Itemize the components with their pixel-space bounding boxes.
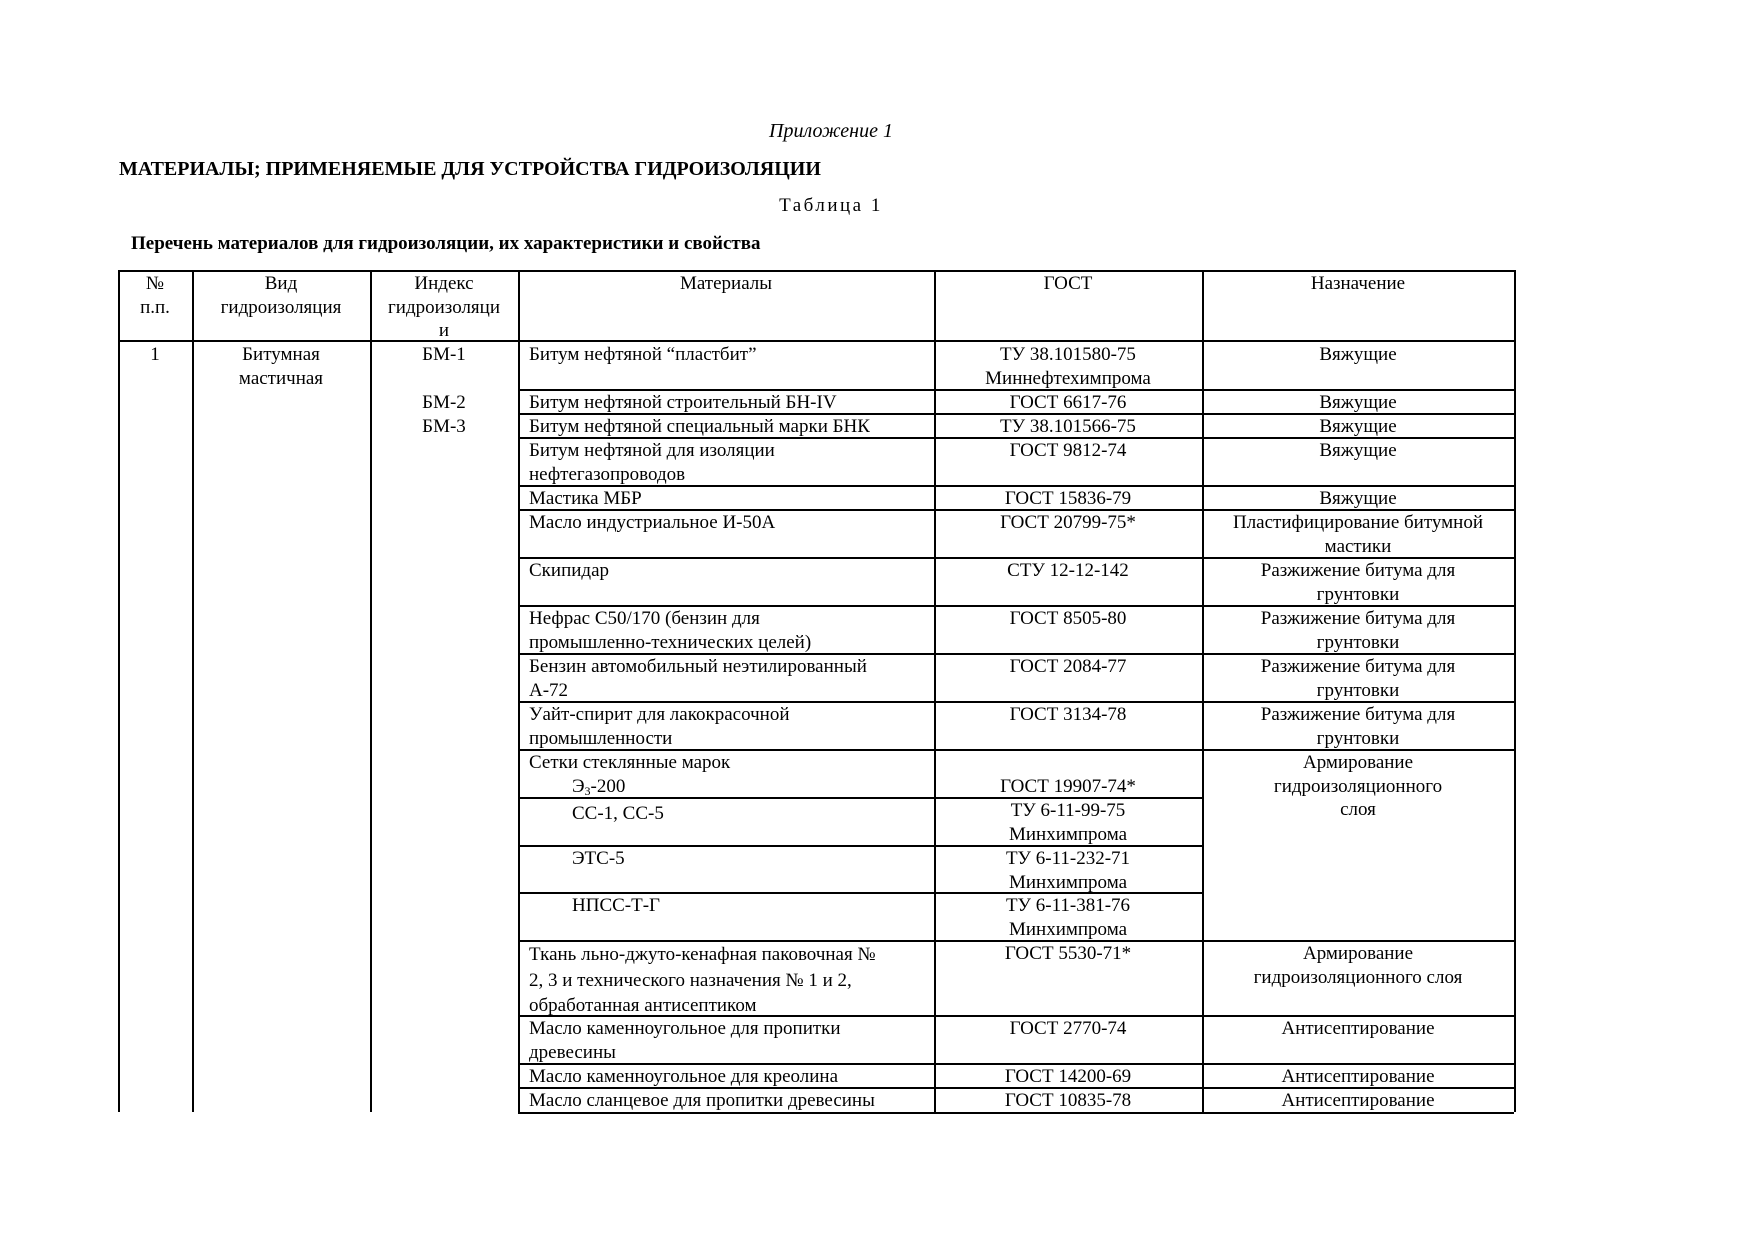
table-row-3-purpose: Вяжущие (1319, 416, 1397, 437)
header-materials: Материалы (679, 273, 773, 294)
group-index-3: БМ-3 (422, 416, 466, 437)
table-row-1-gost: ТУ 38.101580-75 Миннефтехимпрома (985, 344, 1151, 389)
table-row-8-gost: ГОСТ 8505-80 (1009, 608, 1127, 629)
mesh-item-3-gost: ТУ 6-11-381-76 Минхимпрома (1005, 895, 1131, 940)
table-rule-vertical (1514, 270, 1516, 1112)
table-row-2-purpose: Вяжущие (1319, 392, 1397, 413)
table-row-8-material: Нефрас С50/170 (бензин для промышленно-технических целей) (529, 608, 812, 653)
table-number: Таблица 1 (779, 195, 883, 216)
table-row-7-purpose: Разжижение битума для грунтовки (1260, 560, 1456, 605)
table-row-10-gost: ГОСТ 3134-78 (1009, 704, 1127, 725)
table-row-10-material: Уайт-спирит для лакокрасочной промышленности (529, 704, 790, 749)
table-row-7-gost: СТУ 12-12-142 (1007, 560, 1129, 581)
table-row-1-material: Битум нефтяной “пластбит” (529, 344, 757, 365)
table-row-13-gost: ГОСТ 14200-69 (1004, 1066, 1132, 1087)
mesh-item-2-name: ЭТС-5 (572, 848, 625, 869)
main-title: МАТЕРИАЛЫ; ПРИМЕНЯЕМЫЕ ДЛЯ УСТРОЙСТВА ГИДРОИЗОЛЯЦИИ (119, 158, 821, 180)
group-type: Битумная мастичная (238, 344, 324, 389)
group-num: 1 (150, 344, 160, 365)
appendix-label: Приложение 1 (769, 120, 893, 142)
table-row-13-purpose: Антисептирование (1281, 1066, 1435, 1087)
mesh-item-3-name: НПСС-Т-Г (572, 895, 661, 916)
table-row-5-gost: ГОСТ 15836-79 (1004, 488, 1132, 509)
table-row-4-material: Битум нефтяной для изоляции нефтегазопроводов (529, 440, 775, 485)
table-row-12-material: Масло каменноугольное для пропитки древесины (529, 1018, 841, 1063)
header-index: Индекс гидроизоляци и (388, 273, 500, 341)
table-row-14-purpose: Антисептирование (1281, 1090, 1435, 1111)
header-type: Вид гидроизоляция (220, 273, 342, 318)
table-caption: Перечень материалов для гидроизоляции, их характеристики и свойства (131, 233, 761, 254)
table-row-14-gost: ГОСТ 10835-78 (1004, 1090, 1132, 1111)
table-row-3-gost: ТУ 38.101566-75 (1000, 416, 1136, 437)
mesh-item-1-name: СС-1, СС-5 (572, 803, 664, 824)
table-row-10-purpose: Разжижение битума для грунтовки (1260, 704, 1456, 749)
mesh-e3-name: $Э_3-200$ (572, 776, 626, 798)
table-row-2-gost: ГОСТ 6617-76 (1009, 392, 1127, 413)
table-row-8-purpose: Разжижение битума для грунтовки (1260, 608, 1456, 653)
table-row-2-material: Битум нефтяной строительный БН-IV (529, 392, 837, 413)
mesh-item-2-gost: ТУ 6-11-232-71 Минхимпрома (1005, 848, 1131, 893)
table-row-11-material: Ткань льно-джуто-кенафная паковочная № 2, 3 и технического назначения № 1 и 2, обработанная антисептиком (529, 944, 876, 1016)
table-rule-horizontal (118, 340, 1514, 342)
mesh-item-1-gost: ТУ 6-11-99-75 Минхимпрома (1008, 800, 1128, 845)
group-index-2: БМ-2 (422, 392, 466, 413)
table-row-3-material: Битум нефтяной специальный марки БНК (529, 416, 870, 437)
table-row-5-material: Мастика МБР (529, 488, 642, 509)
table-row-1-purpose: Вяжущие (1319, 344, 1397, 365)
table-row-6-gost: ГОСТ 20799-75* (1000, 512, 1136, 533)
table-row-9-gost: ГОСТ 2084-77 (1009, 656, 1127, 677)
header-num: № п.п. (140, 273, 170, 318)
table-row-11-purpose: Армирование гидроизоляционного слоя (1253, 943, 1463, 988)
table-row-5-purpose: Вяжущие (1319, 488, 1397, 509)
table-row-14-material: Масло сланцевое для пропитки древесины (529, 1090, 875, 1111)
table-row-6-material: Масло индустриальное И-50А (529, 512, 776, 533)
table-row-4-purpose: Вяжущие (1319, 440, 1397, 461)
table-row-9-purpose: Разжижение битума для грунтовки (1260, 656, 1456, 701)
table-row-12-gost: ГОСТ 2770-74 (1009, 1018, 1127, 1039)
table-rule-vertical (192, 270, 194, 1112)
group-index-1: БМ-1 (422, 344, 466, 365)
header-purpose: Назначение (1310, 273, 1406, 294)
table-rule-vertical (118, 270, 120, 1112)
mesh-title: Сетки стеклянные марок (529, 752, 731, 773)
table-row-13-material: Масло каменноугольное для креолина (529, 1066, 839, 1087)
table-row-6-purpose: Пластифицирование битумной мастики (1232, 512, 1484, 557)
table-row-4-gost: ГОСТ 9812-74 (1009, 440, 1127, 461)
table-row-7-material: Скипидар (529, 560, 610, 581)
table-row-11-gost: ГОСТ 5530-71* (1004, 943, 1132, 964)
mesh-purpose: Армирование гидроизоляционного слоя (1273, 752, 1443, 820)
table-row-12-purpose: Антисептирование (1281, 1018, 1435, 1039)
mesh-e3-gost: ГОСТ 19907-74* (1000, 776, 1136, 797)
table-row-9-material: Бензин автомобильный неэтилированный А-72 (529, 656, 867, 701)
header-gost: ГОСТ (1043, 273, 1093, 294)
